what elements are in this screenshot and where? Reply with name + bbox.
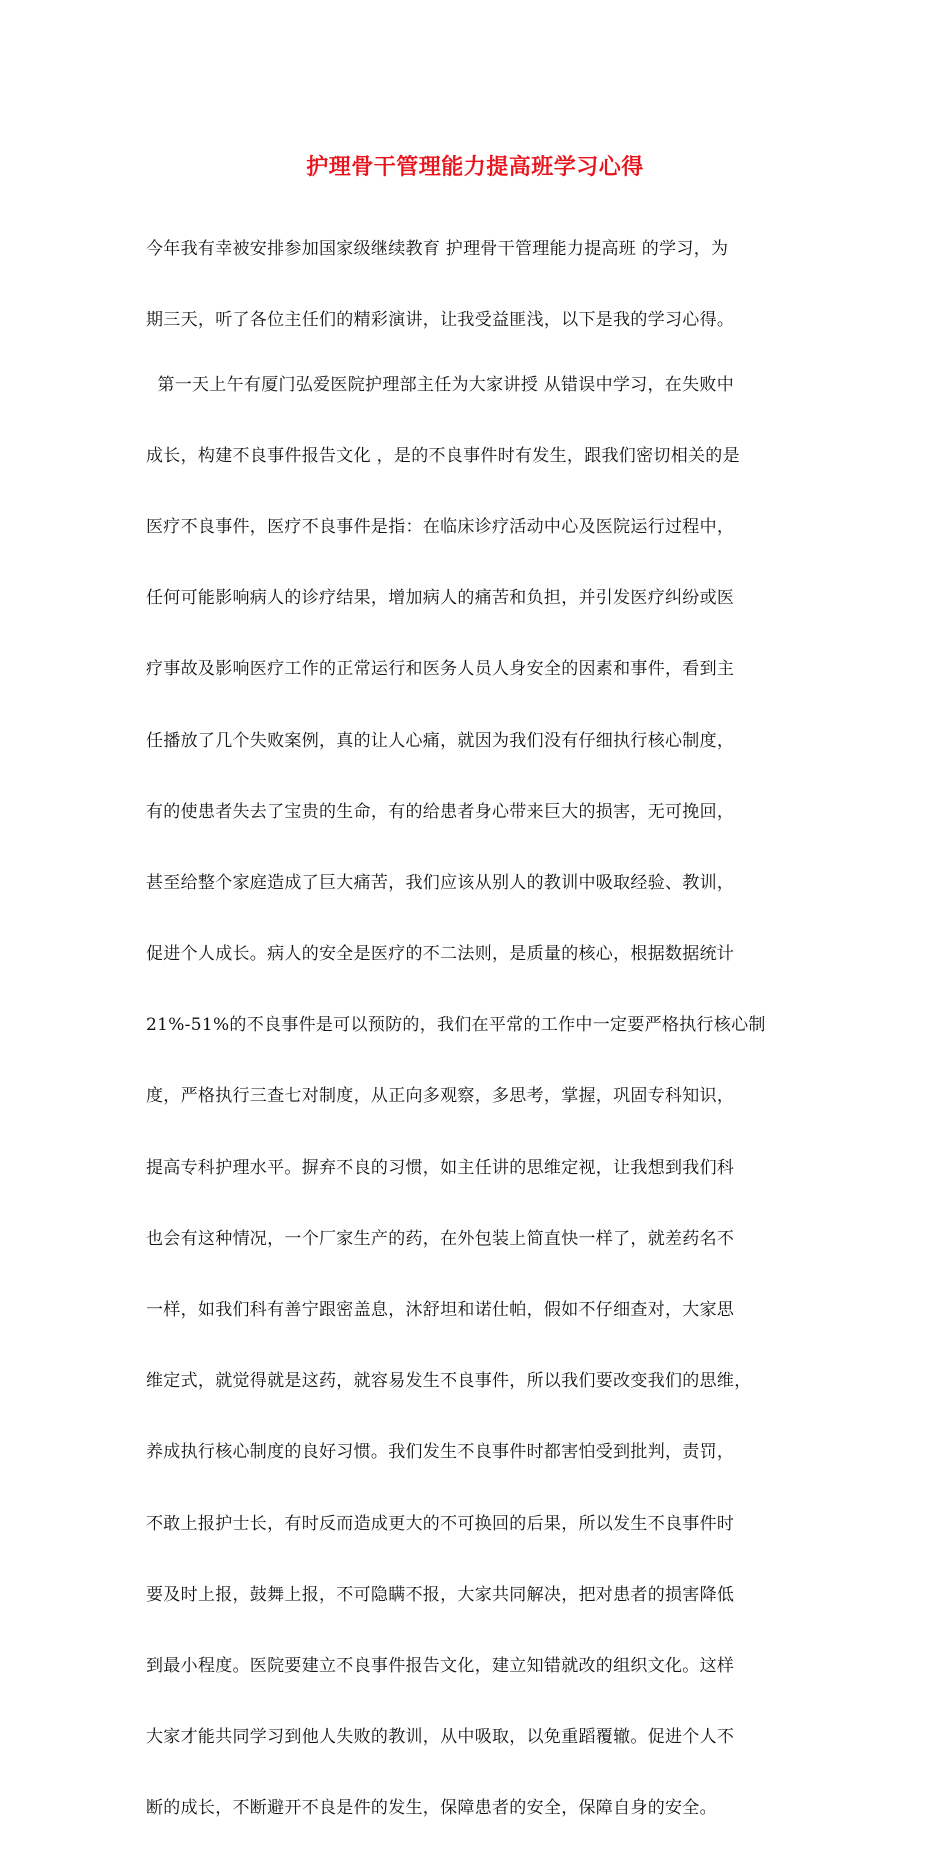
paragraph-line: 也会有这种情况，一个厂家生产的药，在外包装上简直快一样了，就差药名不 <box>146 1228 735 1249</box>
paragraph-line: 到最小程度。医院要建立不良事件报告文化，建立知错就改的组织文化。这样 <box>146 1655 735 1676</box>
paragraph-line: 医疗不良事件，医疗不良事件是指：在临床诊疗活动中心及医院运行过程中， <box>146 516 735 537</box>
paragraph-line: 维定式，就觉得就是这药，就容易发生不良事件，所以我们要改变我们的思维， <box>146 1371 752 1392</box>
paragraph-line: 养成执行核心制度的良好习惯。我们发生不良事件时都害怕受到批判，责罚， <box>146 1442 735 1463</box>
paragraph-line: 大家才能共同学习到他人失败的教训，从中吸取，以免重蹈覆辙。促进个人不 <box>146 1727 735 1748</box>
paragraph-line: 有的使患者失去了宝贵的生命，有的给患者身心带来巨大的损害，无可挽回， <box>146 801 735 822</box>
paragraph-line: 甚至给整个家庭造成了巨大痛苦，我们应该从别人的教训中吸取经验、教训， <box>146 872 735 893</box>
paragraph-line: 疗事故及影响医疗工作的正常运行和医务人员人身安全的因素和事件，看到主 <box>146 659 735 680</box>
paragraph-line: 今年我有幸被安排参加国家级继续教育 护理骨干管理能力提高班 的学习，为 <box>146 238 729 259</box>
body-paragraph <box>146 332 806 1863</box>
paragraph-line: 促进个人成长。病人的安全是医疗的不二法则，是质量的核心，根据数据统计 <box>146 944 735 965</box>
paragraph-line: 成长，构建不良事件报告文化 ，是的不良事件时有发生，跟我们密切相关的是 <box>146 445 740 466</box>
paragraph-line: 提高专科护理水平。摒弃不良的习惯，如主任讲的思维定视，让我想到我们科 <box>146 1157 735 1178</box>
paragraph-line: 断的成长，不断避开不良是件的发生，保障患者的安全，保障自身的安全。 <box>146 1798 717 1819</box>
document-title: 护理骨干管理能力提高班学习心得 <box>306 154 644 180</box>
paragraph-line: 不敢上报护士长，有时反而造成更大的不可换回的后果，所以发生不良事件时 <box>146 1513 735 1534</box>
paragraph-line: 要及时上报，鼓舞上报，不可隐瞒不报，大家共同解决，把对患者的损害降低 <box>146 1584 735 1605</box>
paragraph-line: 期三天，听了各位主任们的精彩演讲，让我受益匪浅，以下是我的学习心得。 <box>146 309 735 330</box>
paragraph-line: 一样，如我们科有善宁跟密盖息，沐舒坦和诺仕帕，假如不仔细查对，大家思 <box>146 1300 735 1321</box>
paragraph-line: 任播放了几个失败案例，真的让人心痛，就因为我们没有仔细执行核心制度， <box>146 730 735 751</box>
paragraph-line: 第一天上午有厦门弘爱医院护理部主任为大家讲授 从错误中学习，在失败中 <box>146 374 735 395</box>
paragraph-line: 21%-51%的不良事件是可以预防的，我们在平常的工作中一定要严格执行核心制 <box>146 1015 766 1036</box>
paragraph-line: 度，严格执行三查七对制度，从正向多观察，多思考，掌握，巩固专科知识， <box>146 1086 735 1107</box>
paragraph-line: 任何可能影响病人的诊疗结果，增加病人的痛苦和负担，并引发医疗纠纷或医 <box>146 588 735 609</box>
